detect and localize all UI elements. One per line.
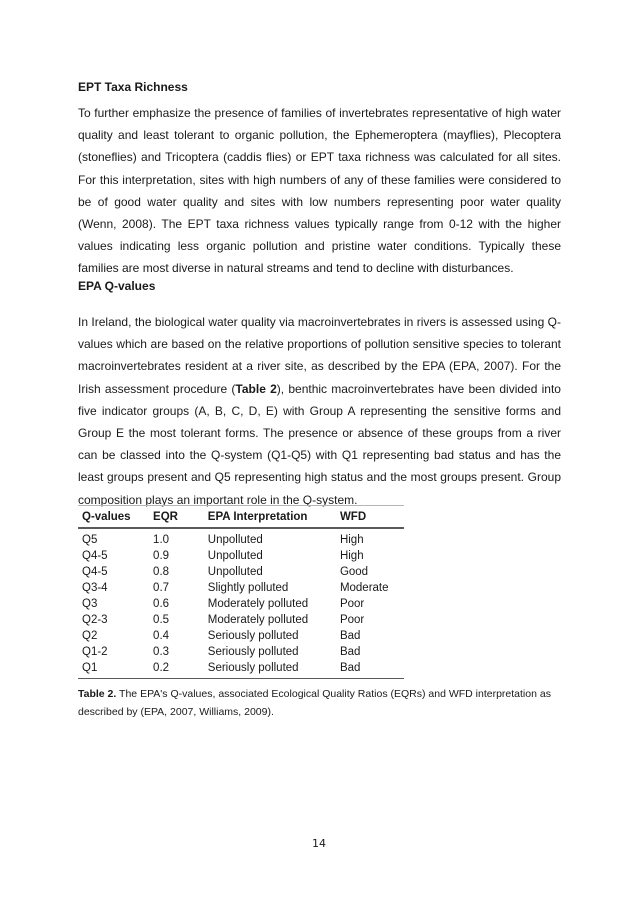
table-cell: Q2 (82, 630, 98, 642)
table-cell: Q4-5 (82, 566, 108, 578)
table-cell: Q1-2 (82, 646, 108, 658)
table-row (78, 612, 404, 628)
table-cell: Moderately polluted (207, 614, 309, 626)
table-cell: 0.9 (153, 550, 170, 562)
table-cell: Slightly polluted (207, 582, 289, 594)
section-heading-epa-q-values: EPA Q-values (78, 279, 156, 293)
table-cell: Moderately polluted (207, 598, 309, 610)
table-cell: 0.7 (153, 582, 170, 594)
header-eqr: EQR (149, 506, 204, 529)
table-row (78, 564, 404, 580)
table-cell: Q1 (78, 660, 149, 679)
table-cell: Seriously polluted (207, 646, 299, 658)
table-cell: 0.8 (153, 566, 170, 578)
table-cell: 0.5 (153, 614, 170, 626)
header-epa-interpretation: EPA Interpretation (204, 506, 336, 529)
table-row (78, 628, 404, 644)
table-cell: Q5 (82, 534, 98, 546)
q-values-text-1: In Ireland, the biological water quality via macroinvertebrates in rivers is assessed using Q-values which are based on the relative proportions of pollution sensitive species to tolerant macroinvertebrates resident at a river site, as described by the EPA (EPA, 2007). For the Irish assessment procedure ( (78, 315, 561, 396)
table-cell: Seriously polluted (207, 630, 299, 642)
table-row (78, 528, 404, 548)
q-values-text-2: ), benthic macroinvertebrates have been divided into five indicator groups (A, B, C, D, E) with Group A representing the sensitive forms and Group E the most tolerant forms. The presence or absence of these groups from a river can be classed into the Q-system (Q1-Q5) with Q1 representing bad status and has the least groups present and Q5 representing high status and the most groups present. Group composition plays an important role in the Q-system. (78, 381, 561, 507)
table-cell: Unpolluted (207, 534, 263, 546)
caption-label: Table 2. (78, 688, 117, 700)
q-values-paragraph (78, 311, 561, 511)
table-cell: Bad (336, 660, 404, 679)
q-values-table (78, 505, 404, 679)
table-cell: 0.6 (153, 598, 170, 610)
table-cell: High (339, 550, 364, 562)
table-header-row (78, 506, 404, 529)
header-q-values: Q-values (78, 506, 149, 529)
table-cell: Seriously polluted (204, 660, 336, 679)
header-wfd: WFD (336, 506, 404, 529)
table-cell: Good (339, 566, 369, 578)
table-row (78, 580, 404, 596)
table-row (78, 596, 404, 612)
table-cell: Moderate (339, 582, 389, 594)
section-heading-ept: EPT Taxa Richness (78, 80, 188, 94)
table-caption (78, 686, 561, 721)
ept-paragraph: To further emphasize the presence of families of invertebrates representative of high water quality and least tolerant to organic pollution, the Ephemeroptera (mayflies), Plecoptera (stoneflies) and Tricoptera (caddis flies) or EPT taxa richness was calculated for all sites. For this interpretation, sites with high numbers of any of these families were considered to be of good water quality and sites with low numbers representing poor water quality (Wenn, 2008). The EPT taxa richness values typically range from 0-12 with the higher values indicating less organic pollution and pristine water conditions. Typically these families are most diverse in natural streams and tend to decline with disturbances. (78, 106, 561, 276)
table-row (78, 660, 404, 679)
table-cell: Unpolluted (207, 550, 263, 562)
table-row (78, 548, 404, 564)
table-cell: 0.3 (153, 646, 170, 658)
table-cell: Bad (339, 630, 361, 642)
table-cell: Q4-5 (82, 550, 108, 562)
table-cell: Q3-4 (82, 582, 108, 594)
table-row (78, 644, 404, 660)
table-cell: Q3 (82, 598, 98, 610)
table-cell: 1.0 (153, 534, 170, 546)
table-cell: Unpolluted (207, 566, 263, 578)
table-cell: 0.2 (149, 660, 204, 679)
table-cell: 0.4 (153, 630, 170, 642)
caption-text: The EPA's Q-values, associated Ecological Quality Ratios (EQRs) and WFD interpretation as described by (EPA, 2007, Williams, 2009). (78, 688, 551, 718)
table-cell: Poor (339, 614, 365, 626)
table-cell: Poor (339, 598, 365, 610)
table-cell: Q2-3 (82, 614, 108, 626)
table-reference: Table 2 (235, 381, 277, 396)
table-cell: Bad (339, 646, 361, 658)
table-cell: High (339, 534, 364, 546)
page-number: 14 (312, 837, 326, 850)
